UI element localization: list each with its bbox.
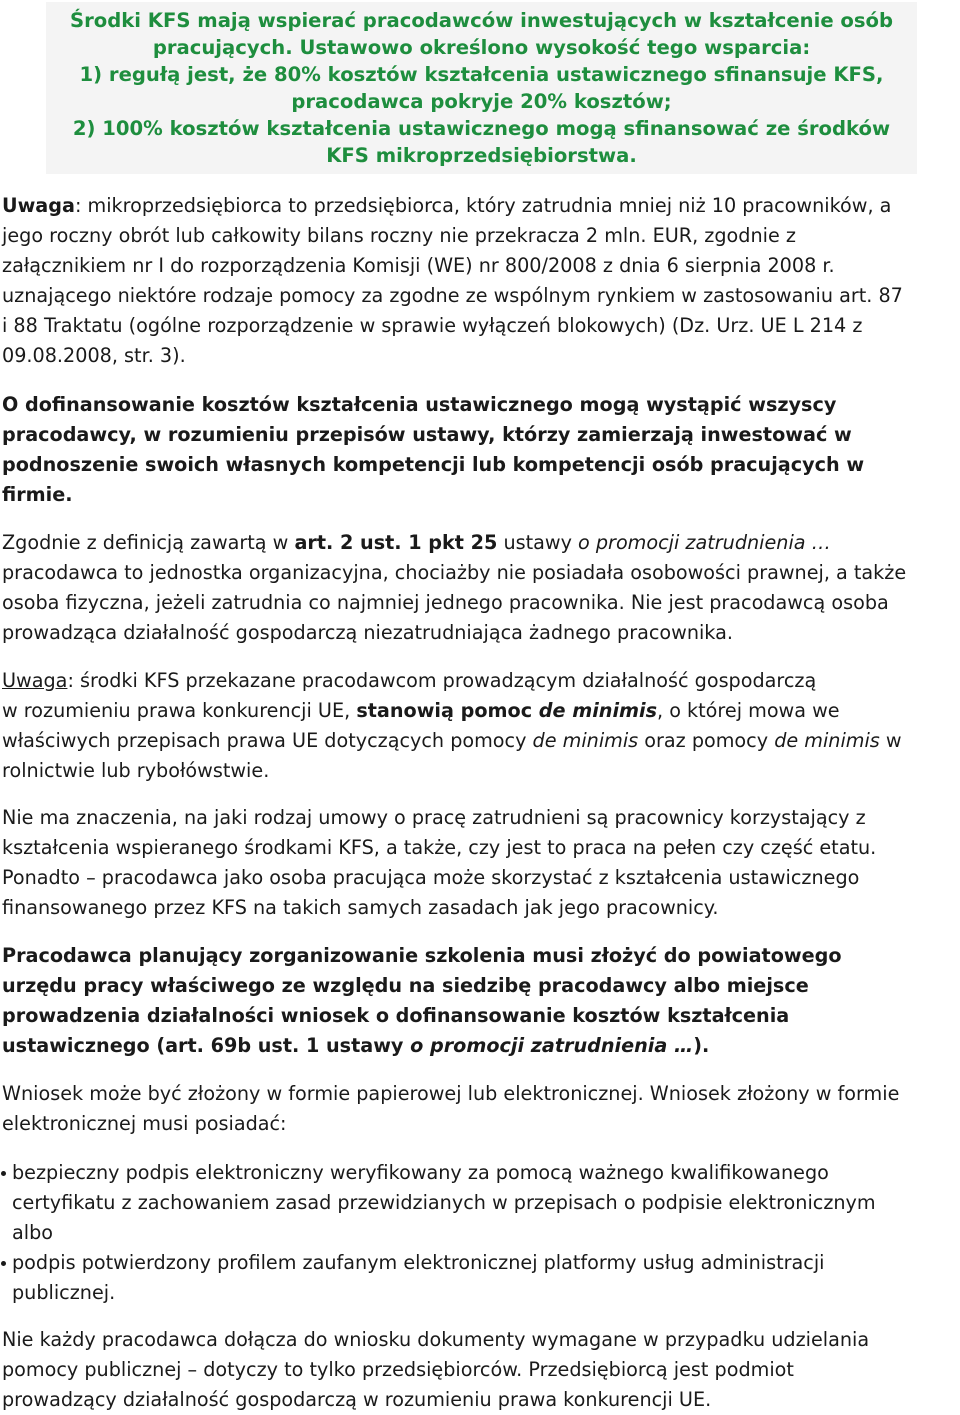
act-title: o promocji zatrudnienia … xyxy=(410,1034,694,1057)
bullet-icon xyxy=(1,1171,6,1176)
act-title: o promocji zatrudnienia … xyxy=(578,531,831,554)
contract-paragraph: Nie ma znaczenia, na jaki rodzaj umowy o pracę zatrudnieni są pracownicy korzystający z kształcenia wspieranego środkami KFS, a także, czy jest to praca na pełen czy część etatu. Ponadto – pracodawca jako osoba pracująca może skorzystać z kształcenia ustawicznego finansowanego przez KFS na takich samych zasadach jak jego pracownicy. xyxy=(2,806,877,919)
highlight-box xyxy=(46,2,917,174)
documents-paragraph: Nie każdy pracodawca dołącza do wniosku dokumenty wymagane w przypadku udzielania pomocy publicznej – dotyczy to tylko przedsiębiorców. Przedsiębiorcą jest podmiot prowadzący działalność gospodarczą w rozumieniu prawa konkurencji UE. xyxy=(2,1328,870,1411)
list-item: podpis potwierdzony profilem zaufanym elektronicznej platformy usług administracji publicznej. xyxy=(0,1248,958,1308)
bullet-icon xyxy=(1,1261,6,1266)
note-microenterprise: Uwaga: mikroprzedsiębiorca to przedsiębiorca, który zatrudnia mniej niż 10 pracowników, a jego roczny obrót lub całkowity bilans roczny nie przekracza 2 mln. EUR, zgodnie z załącznikiem nr I do rozporządzenia Komisji (WE) nr 800/2008 z dnia 6 sierpnia 2008 r. uznającego niektóre rodzaje pomocy za zgodne ze wspólnym rynkiem w zastosowaniu art. 87 i 88 Traktatu (ogólne rozporządzenie w sprawie wyłączeń blokowych) (Dz. Urz. UE L 214 z 09.08.2008, str. 3). xyxy=(2,194,903,367)
eligibility-paragraph: O dofinansowanie kosztów kształcenia ustawicznego mogą wystąpić wszyscy pracodawcy, w rozumieniu przepisów ustawy, którzy zamierzają inwestować w podnoszenie swoich własnych kompetencji lub kompetencji osób pracujących w firmie. xyxy=(2,393,865,506)
form-paragraph: Wniosek może być złożony w formie papierowej lub elektronicznej. Wniosek złożony w formie elektronicznej musi posiadać: xyxy=(2,1082,900,1135)
application-paragraph: Pracodawca planujący zorganizowanie szkolenia musi złożyć do powiatowego urzędu pracy właściwego ze względu na siedzibę pracodawcy albo miejsce prowadzenia działalności wniosek o dofinansowanie kosztów kształcenia ustawicznego (art. 69b ust. 1 ustawy o promocji zatrudnienia …). xyxy=(2,944,842,1057)
banner-line: pracujących. Ustawowo określono wysokość tego wsparcia: xyxy=(152,36,811,59)
banner-line: pracodawca pokryje 20% kosztów; xyxy=(291,90,672,113)
article-reference: art. 2 ust. 1 pkt 25 xyxy=(294,531,498,554)
banner-line: KFS mikroprzedsiębiorstwa. xyxy=(326,144,637,167)
banner-line: Środki KFS mają wspierać pracodawców inwestujących w kształcenie osób xyxy=(69,9,894,32)
note-label: Uwaga xyxy=(2,669,68,692)
note-label: Uwaga xyxy=(2,194,75,217)
signature-requirements-list xyxy=(0,1158,958,1308)
note-de-minimis: Uwaga: środki KFS przekazane pracodawcom prowadzącym działalność gospodarczą w rozumieniu prawa konkurencji UE, stanowią pomoc de minimis, o której mowa we właściwych przepisach prawa UE dotyczących pomocy de minimis oraz pomocy de minimis w rolnictwie lub rybołówstwie. xyxy=(2,669,902,782)
banner-line: 2) 100% kosztów kształcenia ustawicznego mogą sfinansować ze środków xyxy=(72,117,891,140)
definition-paragraph: Zgodnie z definicją zawartą w art. 2 ust. 1 pkt 25 ustawy o promocji zatrudnienia … pracodawca to jednostka organizacyjna, chociażby nie posiadała osobowości prawnej, a także osoba fizyczna, jeżeli zatrudnia co najmniej jednego pracownika. Nie jest pracodawcą osoba prowadząca działalność gospodarczą niezatrudniająca żadnego pracownika. xyxy=(2,531,907,644)
banner-line: 1) regułą jest, że 80% kosztów kształcenia ustawicznego sfinansuje KFS, xyxy=(79,63,884,86)
list-item: bezpieczny podpis elektroniczny weryfikowany za pomocą ważnego kwalifikowanego certyfikatu z zachowaniem zasad przewidzianych w przepisach o podpisie elektronicznym albo xyxy=(0,1158,958,1248)
